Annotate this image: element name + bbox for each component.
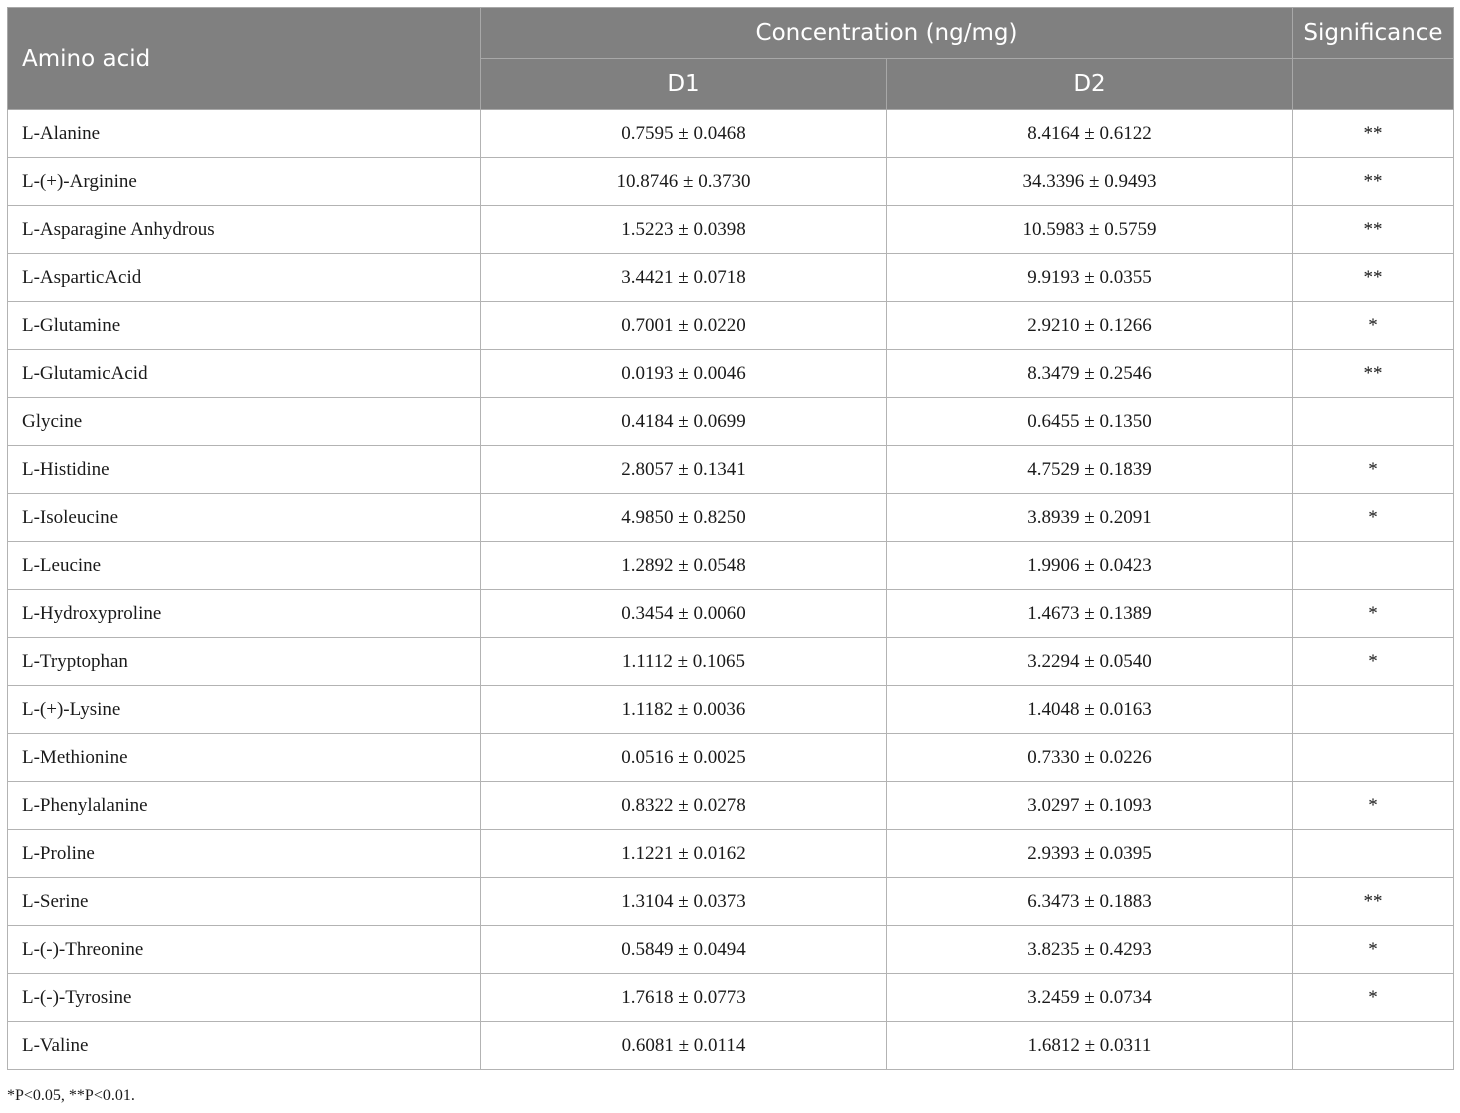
amino-acid-name: L-(+)-Arginine [8,158,481,206]
table-row [8,254,1454,302]
table-row [8,158,1454,206]
header-significance: Significance [1293,8,1454,59]
significance-value: * [1293,638,1454,686]
d2-value: 1.6812 ± 0.0311 [887,1022,1293,1070]
d2-value: 10.5983 ± 0.5759 [887,206,1293,254]
d2-value: 3.2459 ± 0.0734 [887,974,1293,1022]
header-concentration: Concentration (ng/mg) [481,8,1293,59]
d2-value: 34.3396 ± 0.9493 [887,158,1293,206]
d2-value: 1.9906 ± 0.0423 [887,542,1293,590]
table-row [8,686,1454,734]
significance-value: * [1293,782,1454,830]
table-row [8,926,1454,974]
amino-acid-name: L-Hydroxyproline [8,590,481,638]
amino-acid-table [7,7,1454,1070]
amino-acid-name: L-Alanine [8,110,481,158]
amino-acid-name: L-Proline [8,830,481,878]
significance-value: * [1293,446,1454,494]
significance-value: * [1293,974,1454,1022]
amino-acid-name: L-Asparagine Anhydrous [8,206,481,254]
d2-value: 4.7529 ± 0.1839 [887,446,1293,494]
d1-value: 10.8746 ± 0.3730 [481,158,887,206]
significance-value [1293,398,1454,446]
d2-value: 3.8235 ± 0.4293 [887,926,1293,974]
d2-value: 8.3479 ± 0.2546 [887,350,1293,398]
d2-value: 2.9393 ± 0.0395 [887,830,1293,878]
significance-value [1293,1022,1454,1070]
significance-value: * [1293,590,1454,638]
d2-value: 0.7330 ± 0.0226 [887,734,1293,782]
significance-value: * [1293,926,1454,974]
d1-value: 1.5223 ± 0.0398 [481,206,887,254]
d1-value: 1.1221 ± 0.0162 [481,830,887,878]
table-row [8,110,1454,158]
significance-value [1293,542,1454,590]
d2-value: 3.0297 ± 0.1093 [887,782,1293,830]
table-row [8,542,1454,590]
amino-acid-name: L-Valine [8,1022,481,1070]
d2-value: 0.6455 ± 0.1350 [887,398,1293,446]
d1-value: 0.4184 ± 0.0699 [481,398,887,446]
d1-value: 0.3454 ± 0.0060 [481,590,887,638]
d2-value: 9.9193 ± 0.0355 [887,254,1293,302]
table-row [8,974,1454,1022]
amino-acid-name: Glycine [8,398,481,446]
d1-value: 0.6081 ± 0.0114 [481,1022,887,1070]
d1-value: 1.1112 ± 0.1065 [481,638,887,686]
amino-acid-name: L-Glutamine [8,302,481,350]
d1-value: 0.7595 ± 0.0468 [481,110,887,158]
d1-value: 0.5849 ± 0.0494 [481,926,887,974]
significance-value: ** [1293,158,1454,206]
significance-value [1293,686,1454,734]
significance-value: ** [1293,878,1454,926]
amino-acid-name: L-Leucine [8,542,481,590]
significance-value: ** [1293,350,1454,398]
table-header [8,8,1454,110]
d2-value: 8.4164 ± 0.6122 [887,110,1293,158]
amino-acid-name: L-Histidine [8,446,481,494]
significance-value: ** [1293,110,1454,158]
table-row [8,1022,1454,1070]
significance-value: * [1293,494,1454,542]
d1-value: 0.0516 ± 0.0025 [481,734,887,782]
table-row [8,446,1454,494]
amino-acid-name: L-(-)-Tyrosine [8,974,481,1022]
table-row [8,302,1454,350]
significance-value: ** [1293,254,1454,302]
d1-value: 3.4421 ± 0.0718 [481,254,887,302]
d2-value: 1.4048 ± 0.0163 [887,686,1293,734]
amino-acid-name: L-Methionine [8,734,481,782]
header-d2: D2 [887,59,1293,110]
d2-value: 2.9210 ± 0.1266 [887,302,1293,350]
table-row [8,830,1454,878]
d1-value: 0.8322 ± 0.0278 [481,782,887,830]
header-d1: D1 [481,59,887,110]
table-body [8,110,1454,1070]
amino-acid-name: L-Isoleucine [8,494,481,542]
d2-value: 3.2294 ± 0.0540 [887,638,1293,686]
d2-value: 1.4673 ± 0.1389 [887,590,1293,638]
d1-value: 1.2892 ± 0.0548 [481,542,887,590]
amino-acid-name: L-(-)-Threonine [8,926,481,974]
amino-acid-name: L-AsparticAcid [8,254,481,302]
amino-acid-table-container [7,7,1453,1070]
table-row [8,878,1454,926]
d2-value: 3.8939 ± 0.2091 [887,494,1293,542]
significance-value: ** [1293,206,1454,254]
d1-value: 2.8057 ± 0.1341 [481,446,887,494]
table-row [8,590,1454,638]
table-footnote: *P<0.05, **P<0.01. [7,1087,135,1104]
d1-value: 0.0193 ± 0.0046 [481,350,887,398]
amino-acid-name: L-Serine [8,878,481,926]
table-row [8,638,1454,686]
amino-acid-name: L-Phenylalanine [8,782,481,830]
d1-value: 1.3104 ± 0.0373 [481,878,887,926]
header-amino-acid: Amino acid [8,8,481,110]
table-row [8,734,1454,782]
table-row [8,782,1454,830]
d1-value: 1.7618 ± 0.0773 [481,974,887,1022]
d1-value: 0.7001 ± 0.0220 [481,302,887,350]
significance-value [1293,734,1454,782]
table-row [8,206,1454,254]
table-row [8,494,1454,542]
table-row [8,398,1454,446]
significance-value [1293,830,1454,878]
header-significance-empty [1293,59,1454,110]
d1-value: 1.1182 ± 0.0036 [481,686,887,734]
significance-value: * [1293,302,1454,350]
amino-acid-name: L-GlutamicAcid [8,350,481,398]
table-row [8,350,1454,398]
d2-value: 6.3473 ± 0.1883 [887,878,1293,926]
amino-acid-name: L-(+)-Lysine [8,686,481,734]
amino-acid-name: L-Tryptophan [8,638,481,686]
header-row-1 [8,8,1454,59]
d1-value: 4.9850 ± 0.8250 [481,494,887,542]
